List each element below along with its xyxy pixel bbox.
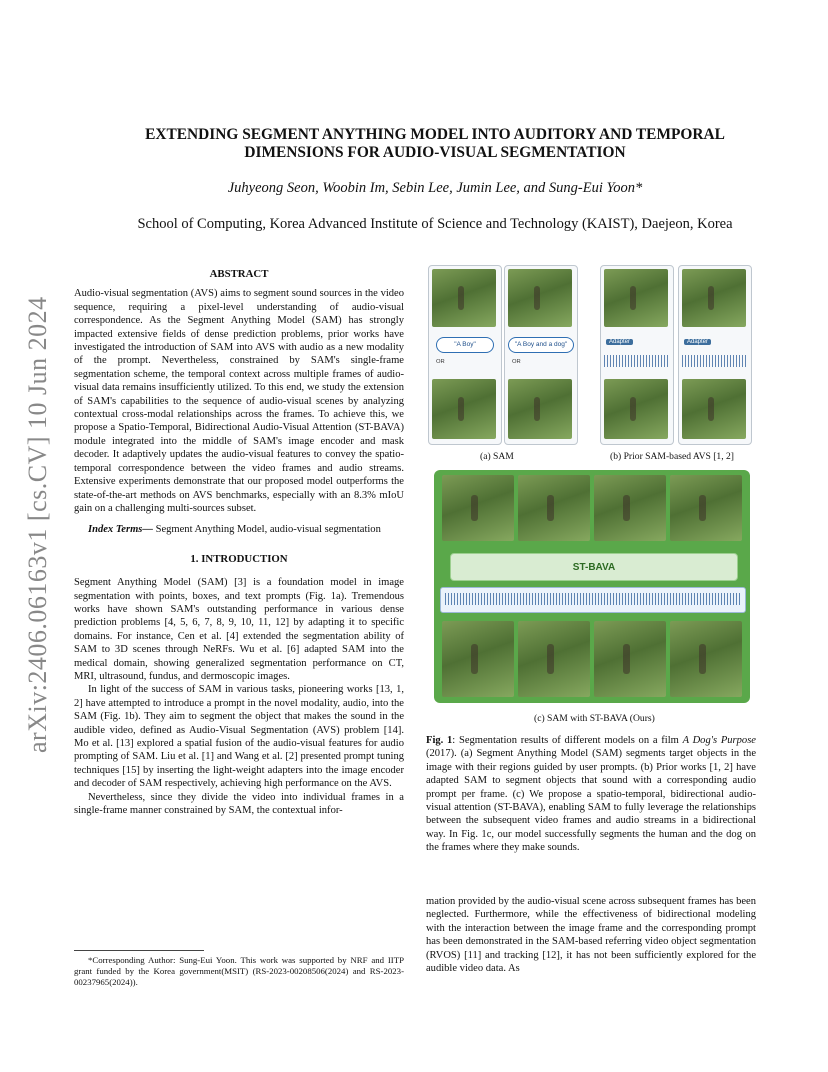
index-terms xyxy=(74,523,404,536)
footnote-rule xyxy=(74,950,204,951)
film-frame-image xyxy=(682,269,746,327)
caption-text-pre: : Segmentation results of different models on a film xyxy=(452,735,683,746)
or-label: OR xyxy=(512,359,521,365)
segmented-frame-image xyxy=(518,621,590,697)
caption-b: (b) Prior SAM-based AVS [1, 2] xyxy=(610,451,735,462)
author-list: Juhyeong Seon, Woobin Im, Sebin Lee, Jumin Lee, and Sung-Eui Yoon* xyxy=(227,180,643,196)
segmented-frame-image xyxy=(432,379,496,439)
segmented-frame-image xyxy=(604,379,668,439)
caption-a: (a) SAM xyxy=(480,451,514,462)
figure-caption xyxy=(426,734,756,855)
figure-1 xyxy=(428,265,756,730)
film-frame-image xyxy=(604,269,668,327)
adapter-label: Adapter xyxy=(684,339,711,345)
text-prompt-bubble: "A Boy" xyxy=(436,337,494,353)
left-column xyxy=(74,268,404,817)
audio-waveform xyxy=(445,593,741,605)
footnote xyxy=(74,940,404,988)
caption-text-post: (2017). (a) Segment Anything Model (SAM) segments target objects in the image with their regions guided by user prompts. (b) Prior works [1, 2] have adapted SAM to segment objects that sound with a corresponding audio prompt per frame. (c) We propose a spatio-temporal, bidirectional audio-visual attention (ST-BAVA), enabling SAM to fully leverage the relationships between the subsequent video frames and audio streams in a bidirectional way. In Fig. 1c, our model successfully segments the human and the dog on the frames where they make sounds. xyxy=(426,748,756,854)
adapter-label: Adapter xyxy=(606,339,633,345)
index-terms-text: Segment Anything Model, audio-visual segmentation xyxy=(152,524,381,536)
footnote-text: *Corresponding Author: Sung-Eui Yoon. This work was supported by NRF and IITP grant funded by the Korea government(MSIT) (RS-2023-00208506(2024) and RS-2023-00237965(2024)). xyxy=(74,955,404,987)
figure-label: Fig. 1 xyxy=(426,735,453,746)
segmented-frame-image xyxy=(670,621,742,697)
title-line-2: DIMENSIONS FOR AUDIO-VISUAL SEGMENTATION xyxy=(244,144,626,161)
abstract-text: Audio-visual segmentation (AVS) aims to segment sound sources in the video sequence, requiring a pixel-level understanding of audio-visual correspondence. As the Segment Anything Model (SAM) has strongly impacted extensive fields of dense prediction problems, prior works have investigated the introduction of SAM into AVS with audio as a new modality of the prompt. Nevertheless, constrained by SAM's single-frame segmentation scheme, the temporal context across multiple frames of audio-visual data remains insufficiently utilized. To this end, we study the extension of SAM's capabilities to the sequence of audio-visual scenes by analyzing contextual cross-modal relationships across the frames. To achieve this, we propose a Spatio-Temporal, Bidirectional Audio-Visual Attention (ST-BAVA) module integrated into the middle of SAM's image encoder and mask decoder. It adaptively updates the audio-visual features to convey the spatio-temporal correspondence between the video frames and audio streams. Extensive experiments demonstrate that our proposed model outperforms the state-of-the-art methods on AVS benchmarks, especially with an 8.3% mIoU gain on a challenging multi-sources subset. xyxy=(74,288,404,514)
film-frame-image xyxy=(670,475,742,541)
audio-stream xyxy=(440,587,746,613)
or-label: OR xyxy=(436,359,445,365)
segmented-frame-image xyxy=(682,379,746,439)
segmented-frame-image xyxy=(508,379,572,439)
audio-waveform xyxy=(682,355,746,367)
film-title: A Dog's Purpose xyxy=(682,735,756,746)
film-frame-image xyxy=(594,475,666,541)
affiliation: School of Computing, Korea Advanced Institute of Science and Technology (KAIST), Daejeon, Korea xyxy=(137,216,733,232)
title-line-1: EXTENDING SEGMENT ANYTHING MODEL INTO AUDITORY AND TEMPORAL xyxy=(145,126,725,143)
intro-paragraph-2: In light of the success of SAM in various tasks, pioneering works [13, 1, 2] have attempted to introduce a prompt in the novel modality, audio, into the SAM (Fig. 1b). They aim to segment the object that makes the sound in the audible video, defined as Audio-Visual Segmentation (AVS) problem [14]. Mo et al. [13] explored a spatial fusion of the audio-visual features for audio prompting of SAM. Liu et al. [1] and Wang et al. [2] presented prompt tuning techniques [15] by inserting the light-weight adapters into the image encoder and decoder of SAM respectively, achieving high performance on the AVS. xyxy=(74,684,404,790)
intro-heading: 1. INTRODUCTION xyxy=(190,552,288,565)
film-frame-image xyxy=(508,269,572,327)
segmented-frame-image xyxy=(442,621,514,697)
right-column-text: mation provided by the audio-visual scene across subsequent frames has been neglected. Furthermore, while the effectiveness of bidirectional modeling with the interaction between the image frame and the corresponding prompt has been demonstrated in the SAM-based referring video object segmentation (RVOS) [11] and tracking [12], it has not been sufficiently explored for the audible video data. As xyxy=(426,896,756,975)
text-prompt-bubble: "A Boy and a dog" xyxy=(508,337,574,353)
film-frame-image xyxy=(442,475,514,541)
paper-title xyxy=(80,126,790,162)
caption-c: (c) SAM with ST-BAVA (Ours) xyxy=(534,713,655,724)
abstract-heading: ABSTRACT xyxy=(209,268,269,280)
st-bava-module: ST-BAVA xyxy=(450,553,738,581)
film-frame-image xyxy=(518,475,590,541)
segmented-frame-image xyxy=(594,621,666,697)
index-terms-label: Index Terms— xyxy=(88,524,153,536)
intro-paragraph-3: Nevertheless, since they divide the video into individual frames in a single-frame manner constrained by SAM, the contextual infor- xyxy=(74,791,404,817)
arxiv-identifier: arXiv:2406.06163v1 [cs.CV] 10 Jun 2024 xyxy=(23,296,52,754)
intro-paragraph-1: Segment Anything Model (SAM) [3] is a foundation model in image segmentation with points, boxes, and text prompts (Fig. 1a). Tremendous works have shown SAM's outstanding performance in various dense prediction problems [4, 5, 6, 7, 8, 9, 10, 11, 12] by adapting it to specific domains. For instance, Cen et al. [4] extended the segmentation ability of SAM to 3D scenes through NeRFs. Wu et al. [6] adapted SAM into the medical domain, showing generalized segmentation performance on CT, MRI, ultrasound, fundus, and dermoscopic images. xyxy=(74,577,404,682)
audio-waveform xyxy=(604,355,668,367)
film-frame-image xyxy=(432,269,496,327)
